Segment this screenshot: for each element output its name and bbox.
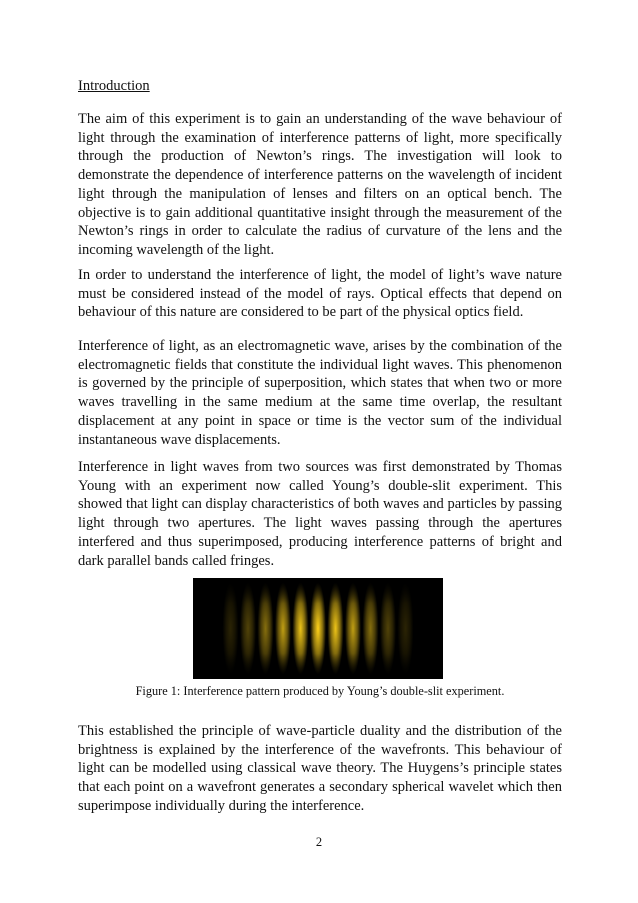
interference-pattern-image (193, 578, 443, 679)
figure-caption: Figure 1: Interference pattern produced by Young’s double-slit experiment. (135, 684, 505, 698)
paragraph-aim: The aim of this experiment is to gain an understanding of the wave behaviour of light through the examination of interference patterns of light, more specifically through the production of Newton’s rings. The investigation will look to demonstrate the dependence of interference patterns on the wavelength of incident light through the manipulation of lenses and filters on an optical bench. The objective is to gain additional quantitative insight through the measurement of the Newton’s rings in order to calculate the radius of curvature of the lens and the incoming wavelength of the light. (78, 111, 562, 258)
paragraph-young: Interference in light waves from two sources was first demonstrated by Thomas Young with an experiment now called Young’s double-slit experiment. This showed that light can display characteristics of both waves and particles by passing light through two apertures. The light waves passing through the apertures interfered and thus superimposed, producing interference patterns of bright and dark parallel bands called fringes. (78, 459, 562, 569)
paragraph-duality: This established the principle of wave-particle duality and the distribution of the brightness is explained by the interference of the wavefronts. This behaviour of light can be modelled using classical wave theory. The Huygens’s principle states that each point on a wavefront generates a secondary spherical wavelet which then superimpose individually during the interference. (78, 723, 562, 814)
paragraph-wave-model: In order to understand the interference of light, the model of light’s wave nature must be considered instead of the model of rays. Optical effects that depend on behaviour of this nature are considered to be part of the physical optics field. (78, 267, 562, 321)
fringe-pattern-graphic (193, 578, 443, 679)
page-number: 2 (315, 835, 323, 849)
paragraph-superposition: Interference of light, as an electromagnetic wave, arises by the combination of the electromagnetic fields that constitute the individual light waves. This phenomenon is governed by the principle of superposition, which states that when two or more waves travelling in the same medium at the same time overlap, the resultant displacement at any point in space or time is the vector sum of the individual instantaneous wave displacements. (78, 338, 562, 448)
section-heading: Introduction (78, 78, 150, 94)
